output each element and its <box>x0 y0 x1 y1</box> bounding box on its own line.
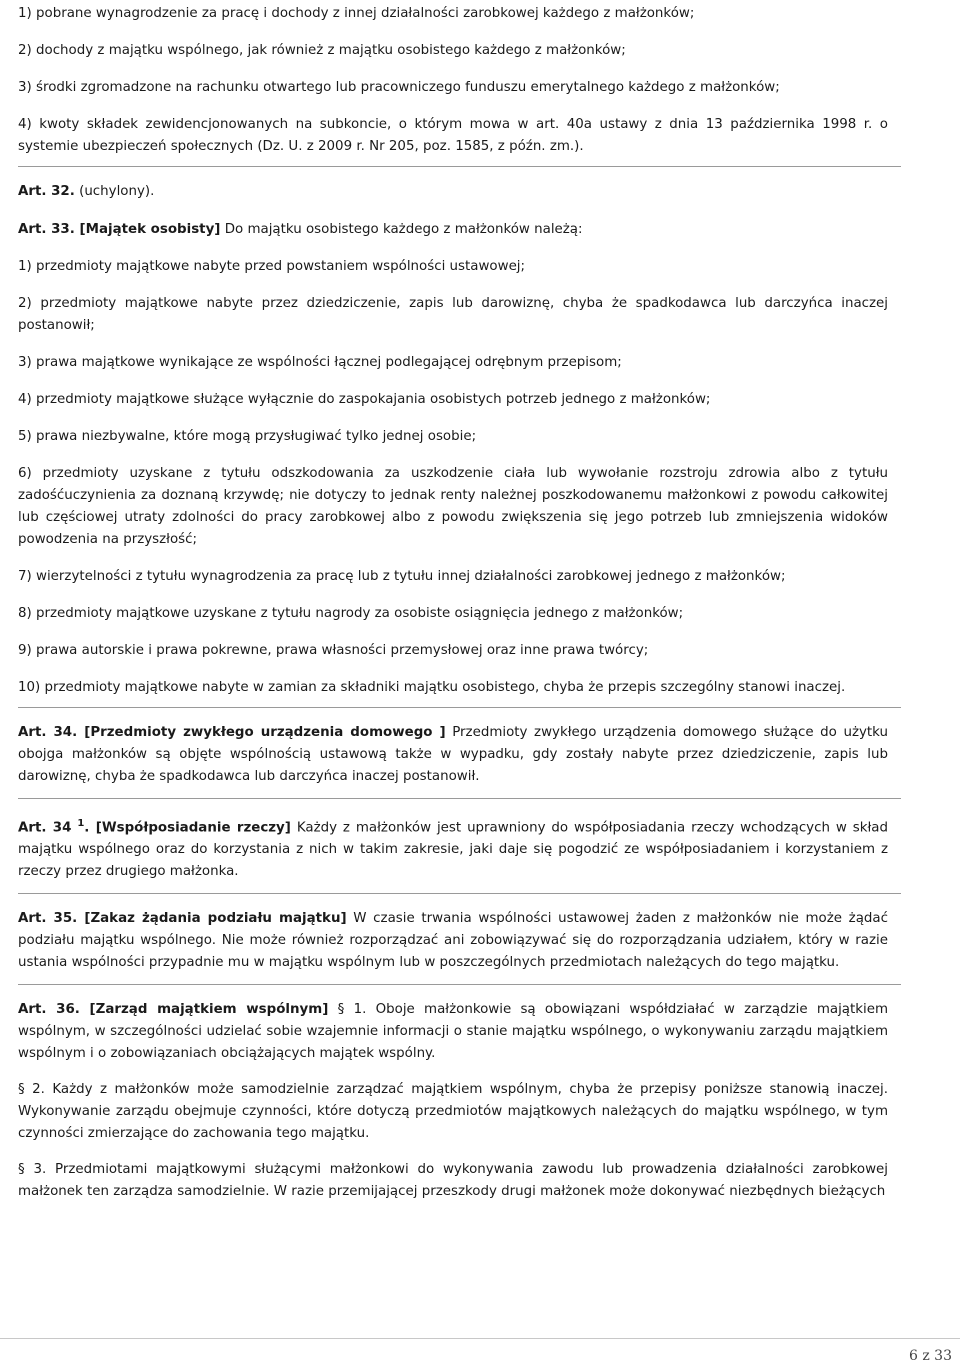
section-divider <box>18 707 901 708</box>
footer-divider <box>0 1338 960 1339</box>
list-item: 1) przedmioty majątkowe nabyte przed powstaniem wspólności ustawowej; <box>18 259 526 274</box>
article-label: Art. 33. <box>18 222 75 237</box>
list-item: 8) przedmioty majątkowe uzyskane z tytułu nagrody za osobiste osiągnięcia jednego z małżonków; <box>18 606 684 621</box>
list-item: 9) prawa autorskie i prawa pokrewne, prawa własności przemysłowej oraz inne prawa twórcy; <box>18 643 649 658</box>
section-divider <box>18 166 901 167</box>
article-label: Art. 35. <box>18 911 78 927</box>
list-item: 4) kwoty składek zewidencjonowanych na subkoncie, o którym mowa w art. 40a ustawy z dnia 13 października 1998 r. o systemie ubezpieczeń społecznych (Dz. U. z 2009 r. Nr 205, poz. 1585, z późn. zm.). <box>18 117 888 154</box>
section-divider <box>18 984 901 985</box>
list-item: 1) pobrane wynagrodzenie za pracę i dochody z innej działalności zarobkowej każdego z małżonków; <box>18 6 695 21</box>
list-item: 6) przedmioty uzyskane z tytułu odszkodowania za uszkodzenie ciała lub wywołanie rozstroju zdrowia albo z tytułu zadośćuczynienia za doznaną krzywdę; nie dotyczy to jednak renty należnej poszkodowanemu małżonkowi z powodu całkowitej lub częściowej utraty zdolności do pracy zarobkowej albo z powodu zwiększenia się jego potrzeb lub zmniejszenia widoków powodzenia na przyszłość; <box>18 466 888 547</box>
article-title: [Przedmioty zwykłego urządzenia domowego ] <box>77 725 446 740</box>
list-item: 5) prawa niezbywalne, które mogą przysługiwać tylko jednej osobie; <box>18 429 477 444</box>
article-text: Do majątku osobistego każdego z małżonków należą: <box>220 222 583 237</box>
article-title: [Zakaz żądania podziału majątku] <box>77 911 347 927</box>
page-number: 6 z 33 <box>909 1348 952 1364</box>
paragraph: § 2. Każdy z małżonków może samodzielnie zarządzać majątkiem wspólnym, chyba że przepisy poniższe stanowią inaczej. Wykonywanie zarządu obejmuje czynności, które dotyczą przedmiotów majątkowych należących do majątku wspólnego, w tym czynności zmierzające do zachowania tego majątku. <box>18 1082 888 1142</box>
article-text: Przedmioty zwykłego urządzenia domowego służące do użytku obojga małżonków są objęte wspólnością ustawową także w wypadku, gdy zostały nabyte przez dziedziczenie, zapis lub darowiznę, chyba że spadkodawca lub darczyńca inaczej postanowił. <box>18 725 888 784</box>
list-item: 3) środki zgromadzone na rachunku otwartego lub pracowniczego funduszu emerytalnego każdego z małżonków; <box>18 80 780 95</box>
list-item: 3) prawa majątkowe wynikające ze wspólności łącznej podlegającej odrębnym przepisom; <box>18 355 622 370</box>
article-title: [Majątek osobisty] <box>74 222 221 237</box>
article-36 <box>18 999 888 1065</box>
section-divider <box>18 893 901 894</box>
article-label: Art. 34 <box>18 820 72 836</box>
paragraph-text: § 1. Oboje małżonkowie są obowiązani współdziałać w zarządzie majątkiem wspólnym, w szczególności udzielać sobie wzajemnie informacji o stanie majątku wspólnego, o wykonywaniu zarządu majątkiem wspólnym i o zobowiązaniach obciążających majątek wspólny. <box>18 1002 889 1062</box>
list-item: 4) przedmioty majątkowe służące wyłącznie do zaspokajania osobistych potrzeb jednego z małżonków; <box>18 392 711 407</box>
list-item: 2) dochody z majątku wspólnego, jak również z majątku osobistego każdego z małżonków; <box>18 43 626 58</box>
article-text: (uchylony). <box>74 184 155 199</box>
article-label: Art. 34. <box>18 725 78 740</box>
list-item: 10) przedmioty majątkowe nabyte w zamian za składniki majątku osobistego, chyba że przepis szczególny stanowi inaczej. <box>18 680 846 695</box>
paragraph: § 3. Przedmiotami majątkowymi służącymi małżonkowi do wykonywania zawodu lub prowadzenia działalności zarobkowej małżonek ten zarządza samodzielnie. W razie przemijającej przeszkody drugi małżonek może dokonywać niezbędnych bieżących <box>18 1162 888 1200</box>
article-label-dot: . <box>84 820 90 836</box>
article-superscript: 1 <box>77 818 85 829</box>
list-item: 7) wierzytelności z tytułu wynagrodzenia za pracę lub z tytułu innej działalności zarobkowej jednego z małżonków; <box>18 569 786 584</box>
article-text: Każdy z małżonków jest uprawniony do współposiadania rzeczy wchodzących w skład majątku wspólnego oraz do korzystania z nich w takim zakresie, jaki daje się pogodzić ze współposiadaniem i korzystaniem z rzeczy przez drugiego małżonka. <box>18 820 888 880</box>
article-title: [Współposiadanie rzeczy] <box>89 820 291 836</box>
section-divider <box>18 798 901 799</box>
article-label: Art. 32. <box>18 184 75 199</box>
article-text: W czasie trwania wspólności ustawowej żaden z małżonków nie może żądać podziału majątku wspólnego. Nie może również rozporządzać ani zobowiązywać się do rozporządzania udziałem, który w razie ustania wspólności przypadnie mu w majątku wspólnym lub w poszczególnych przedmiotach należących do tego majątku. <box>18 911 888 971</box>
article-34 <box>18 722 888 788</box>
article-35 <box>18 908 888 974</box>
article-33 <box>18 219 888 241</box>
document-body <box>18 0 888 1217</box>
list-item: 2) przedmioty majątkowe nabyte przez dziedziczenie, zapis lub darowiznę, chyba że spadkodawca lub darczyńca inaczej postanowił; <box>18 296 888 333</box>
article-title: [Zarząd majątkiem wspólnym] <box>79 1002 329 1018</box>
article-32 <box>18 181 888 203</box>
article-34-1 <box>18 813 888 883</box>
article-label: Art. 36. <box>18 1002 80 1018</box>
